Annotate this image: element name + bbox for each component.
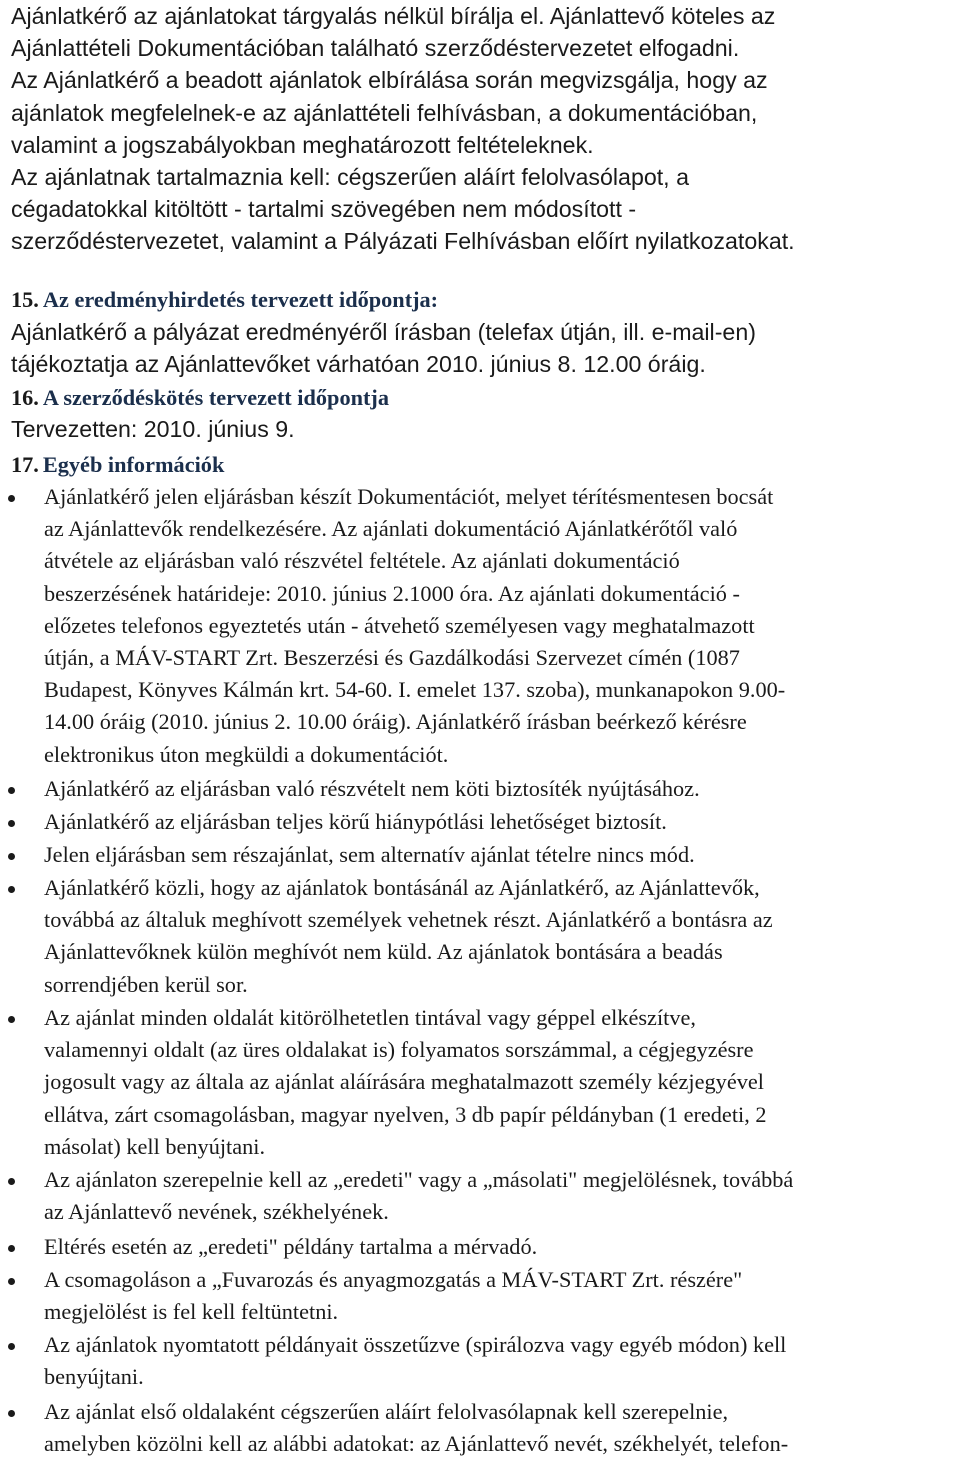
section-15-line: Ajánlatkérő a pályázat eredményéről írásban (telefax útján, ill. e-mail-en)	[11, 319, 756, 345]
text-line: Ajánlatkérő jelen eljárásban készít Dokumentációt, melyet térítésmentesen bocsát	[44, 484, 774, 509]
bullet-dot-icon	[8, 1343, 15, 1350]
text-line: megjelölést is fel kell feltüntetni.	[44, 1299, 339, 1325]
bullet-dot-icon	[8, 1278, 15, 1285]
text-line: Az ajánlatok nyomtatott példányait összetűzve (spirálozva vagy egyéb módon) kell	[44, 1332, 787, 1357]
text-line: sorrendjében kerül sor.	[44, 971, 248, 997]
bullet-dot-icon	[8, 787, 15, 794]
section-16-line: Tervezetten: 2010. június 9.	[11, 416, 295, 442]
bullet-dot-icon	[8, 820, 15, 827]
bullet-dot-icon	[8, 1178, 15, 1185]
bullet-dot-icon	[8, 1016, 15, 1023]
intro-paragraph	[11, 0, 956, 258]
text-line: cégadatokkal kitöltött - tartalmi szövegében nem módosított -	[11, 196, 637, 223]
section-16-heading	[11, 382, 389, 417]
text-line: az Ajánlattevő nevének, székhelyének.	[44, 1199, 389, 1225]
text-line: Ajánlatkérő közli, hogy az ajánlatok bontásánál az Ajánlatkérő, az Ajánlattevők,	[44, 875, 760, 900]
text-line: átvétele az eljárásban való részvétel feltétele. Az ajánlati dokumentáció	[44, 548, 680, 574]
text-line: Ajánlattevőknek külön meghívót nem küld. Az ajánlatok bontására a beadás	[44, 939, 723, 965]
section-number: 16.	[11, 385, 39, 410]
section-title: Egyéb információk	[42, 452, 225, 477]
text-line: Eltérés esetén az „eredeti" példány tartalma a mérvadó.	[44, 1234, 538, 1259]
bullet-dot-icon	[8, 886, 15, 893]
text-line: Jelen eljárásban sem részajánlat, sem alternatív ajánlat tételre nincs mód.	[44, 842, 695, 867]
text-line: 14.00 óráig (2010. június 2. 10.00 óráig). Ajánlatkérő írásban beérkező kérésre	[44, 709, 747, 735]
section-title: Az eredményhirdetés tervezett időpontja:	[42, 287, 439, 312]
text-line: valamint a jogszabályokban meghatározott feltételeknek.	[11, 131, 594, 158]
text-line: Az ajánlatnak tartalmaznia kell: cégszerűen aláírt felolvasólapot, a	[11, 164, 689, 191]
bullet-dot-icon	[8, 853, 15, 860]
text-line: ajánlatok megfelelnek-e az ajánlattételi felhívásban, a dokumentációban,	[11, 99, 758, 126]
text-line: Az ajánlat minden oldalát kitörölhetetlen tintával vagy géppel elkészítve,	[44, 1005, 696, 1030]
section-15-line: tájékoztatja az Ajánlattevőket várhatóan 2010. június 8. 12.00 óráig.	[11, 351, 706, 377]
text-line: A csomagoláson a „Fuvarozás és anyagmozgatás a MÁV-START Zrt. részére"	[44, 1267, 743, 1292]
text-line: Budapest, Könyves Kálmán krt. 54-60. I. emelet 137. szoba), munkanapokon 9.00-	[44, 677, 786, 703]
bullet-dot-icon	[8, 495, 15, 502]
text-line: Az ajánlaton szerepelnie kell az „eredeti" vagy a „másolati" megjelölésnek, továbbá	[44, 1167, 794, 1192]
text-line: Ajánlatkérő az eljárásban teljes körű hiánypótlási lehetőséget biztosít.	[44, 809, 667, 834]
text-line: Ajánlatkérő az ajánlatokat tárgyalás nélkül bírálja el. Ajánlattevő köteles az	[11, 3, 776, 29]
text-line: szerződéstervezetet, valamint a Pályázati Felhívásban előírt nyilatkozatokat.	[11, 228, 795, 255]
bullet-dot-icon	[8, 1410, 15, 1417]
text-line: másolat) kell benyújtani.	[44, 1133, 266, 1159]
text-line: továbbá az általuk meghívott személyek vehetnek részt. Ajánlatkérő a bontásra az	[44, 907, 773, 933]
section-17-heading	[11, 449, 224, 484]
text-line: elektronikus úton megküldi a dokumentációt.	[44, 741, 449, 767]
text-line: Az ajánlat első oldalaként cégszerűen aláírt felolvasólapnak kell szerepelnie,	[44, 1399, 729, 1424]
text-line: beszerzésének határideje: 2010. június 2.1000 óra. Az ajánlati dokumentáció -	[44, 580, 740, 606]
section-number: 15.	[11, 287, 39, 312]
text-line: Ajánlattételi Dokumentációban található szerződéstervezetet elfogadni.	[11, 35, 740, 62]
text-line: jogosult vagy az általa az ajánlat aláírására meghatalmazott személy kézjegyével	[44, 1069, 764, 1095]
section-15-heading	[11, 284, 438, 319]
section-title: A szerződéskötés tervezett időpontja	[42, 385, 389, 410]
section-number: 17.	[11, 452, 39, 477]
text-line: Az Ajánlatkérő a beadott ajánlatok elbírálása során megvizsgálja, hogy az	[11, 67, 768, 94]
text-line: az Ajánlattevők rendelkezésére. Az ajánlati dokumentáció Ajánlatkérőtől való	[44, 516, 738, 542]
text-line: Ajánlatkérő az eljárásban való részvételt nem köti biztosíték nyújtásához.	[44, 776, 700, 801]
text-line: benyújtani.	[44, 1364, 144, 1390]
text-line: útján, a MÁV-START Zrt. Beszerzési és Gazdálkodási Szervezet címén (1087	[44, 645, 740, 671]
text-line: amelyben közölni kell az alábbi adatokat: az Ajánlattevő nevét, székhelyét, telefon-	[44, 1431, 789, 1457]
text-line: előzetes telefonos egyeztetés után - átvehető személyesen vagy meghatalmazott	[44, 612, 755, 638]
bullet-dot-icon	[8, 1245, 15, 1252]
text-line: ellátva, zárt csomagolásban, magyar nyelven, 3 db papír példányban (1 eredeti, 2	[44, 1101, 767, 1127]
text-line: valamennyi oldalt (az üres oldalakat is) folyamatos sorszámmal, a cégjegyzésre	[44, 1037, 754, 1063]
